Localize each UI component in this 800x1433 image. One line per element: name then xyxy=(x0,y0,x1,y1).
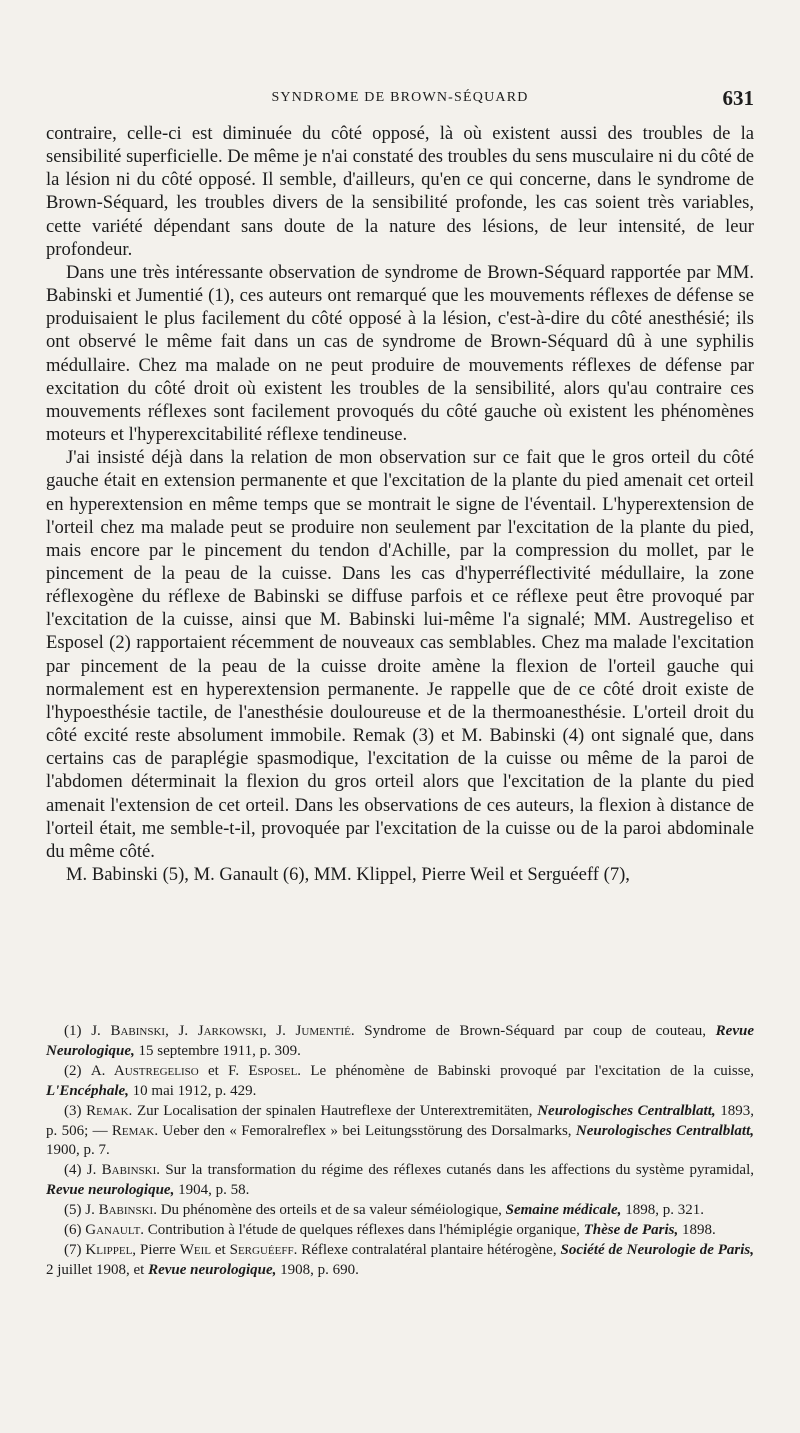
paragraph-1: contraire, celle-ci est diminuée du côté opposé, là où existent aussi des troubles de la sensibilité superficielle. De même je n'ai constaté des troubles du sens musculaire ni du côté de la lésion ni du côté opposé. Il semble, d'ailleurs, qu'en ce qui concerne, dans le syndrome de Brown-Séquard, les troubles divers de la sensibilité profonde, les cas soient très variables, cette variété dépendant sans doute de la nature des lésions, de leur intensité, de leur profondeur. xyxy=(46,123,754,260)
footnote-author: Klippel, xyxy=(85,1241,137,1258)
footnote-author: J. Babinski, J. Jarkowski, J. Jumentié. xyxy=(91,1023,355,1039)
footnote-author: Remak. xyxy=(86,1102,133,1119)
footnote-author: F. Esposel. xyxy=(228,1062,302,1079)
footnote-3: (3) Remak. Zur Localisation der spinalen Hautreflexe der Unterextremitäten, Neurologisches Centralblatt, 1893, p. 506; — Remak. Ueber den « Femoralreflex » bei Leitungsstörung des Dorsalmarks, Neurologisches Centralblatt, 1900, p. 7. xyxy=(46,1102,755,1159)
footnotes xyxy=(46,1022,754,1281)
footnote-author: Ganault. xyxy=(85,1222,145,1239)
footnote-author: Remak. xyxy=(111,1122,159,1139)
footnote-6: (6) Ganault. Contribution à l'étude de quelques réflexes dans l'hémiplégie organique, Thèse de Paris, 1898. xyxy=(64,1222,716,1239)
footnote-author: J. Babinski. xyxy=(85,1202,157,1219)
journal-title: Neurologisches Centralblatt, xyxy=(537,1102,716,1119)
footnote-2: (2) A. Austregeliso et F. Esposel. Le phénomène de Babinski provoqué par l'excitation de la cuisse, L'Encéphale, 10 mai 1912, p. 429. xyxy=(46,1062,754,1099)
paragraph-4: M. Babinski (5), M. Ganault (6), MM. Klippel, Pierre Weil et Serguéeff (7), xyxy=(66,864,630,885)
footnote-author: Weil xyxy=(179,1241,211,1258)
journal-title: Société de Neurologie de Paris, xyxy=(560,1241,755,1258)
journal-title: Semaine médicale, xyxy=(505,1202,622,1219)
body-text xyxy=(46,122,754,886)
paragraph-3: J'ai insisté déjà dans la relation de mon observation sur ce fait que le gros orteil du côté gauche était en extension permanente et que l'excitation de la plante du pied amenait cet orteil en hyperextension en même temps que se montrait le signe de l'éventail. L'hyperextension de l'orteil chez ma malade peut se produire non seulement par l'excitation de la plante du pied, mais encore par le pincement du tendon d'Achille, par la compression du mollet, par le pincement de la peau de la cuisse. Dans les cas d'hyperréflectivité médullaire, la zone réflexogène du réflexe de Babinski se diffuse parfois et ce réflexe peut être provoqué par l'excitation de la cuisse, ainsi que M. Babinski lui-même l'a signalé; MM. Austregeliso et Esposel (2) rapportaient récemment de nouveaux cas semblables. Chez ma malade l'excitation par pincement de la peau de la cuisse droite amène la flexion de l'orteil gauche qui normalement est en hyperextension permanente. Je rappelle que de ce côté droit existe de l'hypoesthésie tactile, de l'anesthésie douloureuse et de la thermoanesthésie. L'orteil droit du côté excité reste absolument immobile. Remak (3) et M. Babinski (4) ont signalé que, dans certains cas de paraplégie spasmodique, l'excitation de la cuisse ou même de la paroi de l'abdomen déterminait la flexion du gros orteil alors que l'excitation de la plante du pied amenait l'extension de cet orteil. Dans les observations de ces auteurs, la flexion à distance de l'orteil était, me semble-t-il, provoquée par l'excitation de la cuisse ou de la paroi abdominale du même côté. xyxy=(46,447,754,862)
footnote-author: J. Babinski. xyxy=(86,1162,161,1179)
running-head: SYNDROME DE BROWN-SÉQUARD xyxy=(271,90,529,105)
page-header xyxy=(46,86,754,116)
footnote-5: (5) J. Babinski. Du phénomène des orteils et de sa valeur séméiologique, Semaine médicale, 1898, p. 321. xyxy=(64,1202,704,1219)
paragraph-2: Dans une très intéressante observation de syndrome de Brown-Séquard rapportée par MM. Babinski et Jumentié (1), ces auteurs ont remarqué que les mouvements réflexes de défense se produisaient le plus facilement du côté opposé à la lésion, c'est-à-dire du côté anesthésié; ils ont observé le même fait dans un cas de syndrome de Brown-Séquard dû à une syphilis médullaire. Chez ma malade on ne peut produire de mouvements réflexes de défense par excitation du côté droit où existent les troubles de la sensibilité, alors qu'au contraire ces mouvements réflexes sont facilement provoqués du côté gauche où existent les phénomènes moteurs et l'hyperexcitabilité réflexe tendineuse. xyxy=(46,261,754,446)
journal-title: L'Encéphale, xyxy=(46,1082,129,1099)
journal-title: Revue neurologique, xyxy=(46,1182,175,1199)
journal-title: Revue neurologique, xyxy=(148,1261,277,1278)
footnote-1: (1) J. Babinski, J. Jarkowski, J. Jumentié. Syndrome de Brown-Séquard par coup de couteau, Revue Neurologique, 15 septembre 1911, p. 309. xyxy=(46,1023,754,1059)
footnote-4: (4) J. Babinski. Sur la transformation du régime des réflexes cutanés dans les affections du système pyramidal, Revue neurologique, 1904, p. 58. xyxy=(46,1162,755,1199)
journal-title: Neurologisches Centralblatt, xyxy=(575,1122,754,1139)
footnote-7: (7) Klippel, Pierre Weil et Serguéeff. Réflexe contralatéral plantaire hétérogène, Société de Neurologie de Paris, 2 juillet 1908, et Revue neurologique, 1908, p. 690. xyxy=(46,1241,755,1278)
footnote-author: A. Austregeliso xyxy=(90,1062,199,1079)
page-number: 631 xyxy=(722,86,754,110)
footnote-author: Serguéeff. xyxy=(229,1241,298,1258)
journal-title: Thèse de Paris, xyxy=(583,1222,679,1239)
journal-title: Revue Neurologique, xyxy=(46,1023,754,1059)
